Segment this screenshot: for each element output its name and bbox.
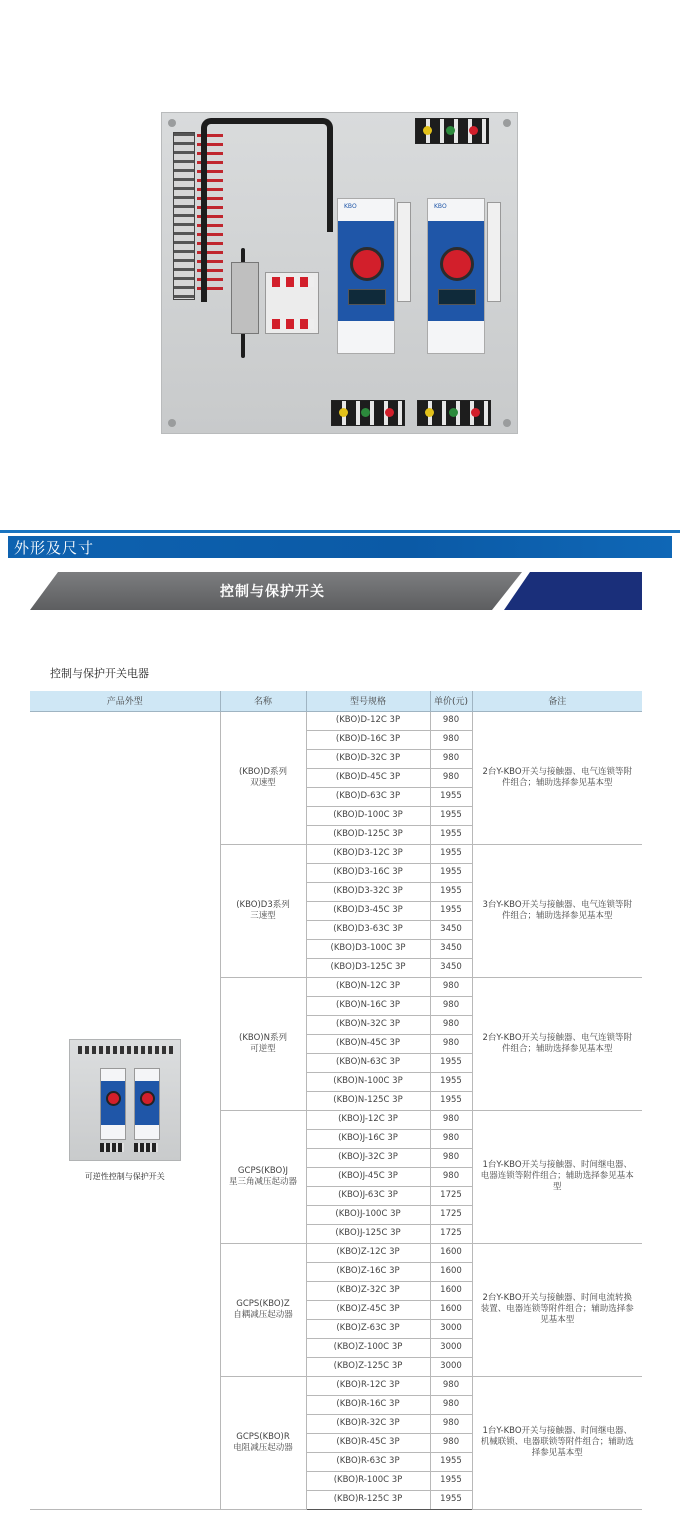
product-photo [161,112,518,434]
model-spec: (KBO)R-16C 3P [306,1395,430,1414]
model-spec: (KBO)J-45C 3P [306,1167,430,1186]
product-series-name: (KBO)N系列 可逆型 [220,977,306,1110]
table-header-row [30,691,642,711]
unit-price: 980 [430,1395,472,1414]
col-header-remark: 备注 [472,691,642,711]
model-spec: (KBO)J-63C 3P [306,1186,430,1205]
model-spec: (KBO)D3-100C 3P [306,939,430,958]
model-spec: (KBO)Z-16C 3P [306,1262,430,1281]
banner-shape [30,572,642,610]
table-row [30,711,642,730]
model-spec: (KBO)Z-63C 3P [306,1319,430,1338]
cable-bundle [201,118,333,198]
model-spec: (KBO)D-32C 3P [306,749,430,768]
model-spec: (KBO)Z-125C 3P [306,1357,430,1376]
unit-price: 1955 [430,1471,472,1490]
unit-price: 980 [430,996,472,1015]
unit-price: 1955 [430,1452,472,1471]
product-image-cell [30,711,220,1509]
unit-price: 1955 [430,1490,472,1509]
unit-price: 1955 [430,1091,472,1110]
kbo-switch-left: KBO [337,198,395,354]
unit-price: 980 [430,1376,472,1395]
model-spec: (KBO)Z-32C 3P [306,1281,430,1300]
terminal-rail [173,132,195,300]
table-caption: 控制与保护开关电器 [50,667,149,680]
model-spec: (KBO)R-12C 3P [306,1376,430,1395]
model-spec: (KBO)D3-63C 3P [306,920,430,939]
model-spec: (KBO)Z-12C 3P [306,1243,430,1262]
unit-price: 1600 [430,1300,472,1319]
model-spec: (KBO)R-100C 3P [306,1471,430,1490]
model-spec: (KBO)D-16C 3P [306,730,430,749]
product-series-name: (KBO)D系列 双速型 [220,711,306,844]
model-spec: (KBO)D3-12C 3P [306,844,430,863]
model-spec: (KBO)D3-16C 3P [306,863,430,882]
time-relay [231,262,259,334]
unit-price: 980 [430,1148,472,1167]
unit-price: 1955 [430,863,472,882]
model-spec: (KBO)Z-100C 3P [306,1338,430,1357]
col-header-price: 单价(元) [430,691,472,711]
header-rule [0,530,680,533]
model-spec: (KBO)D3-125C 3P [306,958,430,977]
model-spec: (KBO)N-63C 3P [306,1053,430,1072]
unit-price: 980 [430,711,472,730]
model-spec: (KBO)Z-45C 3P [306,1300,430,1319]
contactor [265,272,319,334]
unit-price: 980 [430,749,472,768]
remark: 3台Y-KBO开关与接触器、电气连锁等附件组合；辅助选择参见基本型 [472,844,642,977]
model-spec: (KBO)J-16C 3P [306,1129,430,1148]
unit-price: 1955 [430,1072,472,1091]
model-spec: (KBO)R-32C 3P [306,1414,430,1433]
model-spec: (KBO)R-125C 3P [306,1490,430,1509]
unit-price: 1955 [430,901,472,920]
unit-price: 980 [430,768,472,787]
unit-price: 1955 [430,844,472,863]
model-spec: (KBO)R-63C 3P [306,1452,430,1471]
unit-price: 3000 [430,1319,472,1338]
product-image-label: 可逆性控制与保护开关 [84,1171,165,1181]
product-series-name: GCPS(KBO)Z 自耦减压起动器 [220,1243,306,1376]
product-thumbnail [69,1039,181,1161]
col-header-model: 型号规格 [306,691,430,711]
product-series-name: GCPS(KBO)R 电阻减压起动器 [220,1376,306,1509]
unit-price: 980 [430,977,472,996]
banner-title: 控制与保护开关 [220,584,325,600]
unit-price: 1955 [430,806,472,825]
unit-price: 980 [430,1034,472,1053]
section-title: 外形及尺寸 [14,539,95,557]
model-spec: (KBO)N-100C 3P [306,1072,430,1091]
model-spec: (KBO)R-45C 3P [306,1433,430,1452]
unit-price: 1600 [430,1243,472,1262]
remark: 1台Y-KBO开关与接触器、时间继电器、机械联锁、电器联锁等附件组合；辅助选择参见基本型 [472,1376,642,1509]
remark: 2台Y-KBO开关与接触器、电气连锁等附件组合；辅助选择参见基本型 [472,977,642,1110]
unit-price: 3000 [430,1357,472,1376]
col-header-name: 名称 [220,691,306,711]
unit-price: 1725 [430,1205,472,1224]
unit-price: 980 [430,730,472,749]
remark: 2台Y-KBO开关与接触器、电气连锁等附件组合；辅助选择参见基本型 [472,711,642,844]
remark: 2台Y-KBO开关与接触器、时间电流转换装置、电器连锁等附件组合；辅助选择参见基本型 [472,1243,642,1376]
model-spec: (KBO)N-125C 3P [306,1091,430,1110]
col-header-appearance: 产品外型 [30,691,220,711]
unit-price: 1725 [430,1186,472,1205]
unit-price: 1955 [430,882,472,901]
unit-price: 1600 [430,1262,472,1281]
model-spec: (KBO)D-125C 3P [306,825,430,844]
model-spec: (KBO)N-12C 3P [306,977,430,996]
unit-price: 1725 [430,1224,472,1243]
model-spec: (KBO)D-45C 3P [306,768,430,787]
model-spec: (KBO)D3-45C 3P [306,901,430,920]
unit-price: 3450 [430,920,472,939]
model-spec: (KBO)D-12C 3P [306,711,430,730]
unit-price: 980 [430,1015,472,1034]
model-spec: (KBO)D-100C 3P [306,806,430,825]
product-series-name: GCPS(KBO)J 星三角减压起动器 [220,1110,306,1243]
model-spec: (KBO)N-16C 3P [306,996,430,1015]
unit-price: 980 [430,1129,472,1148]
unit-price: 980 [430,1167,472,1186]
unit-price: 3000 [430,1338,472,1357]
remark: 1台Y-KBO开关与接触器、时间继电器、电器连锁等附件组合；辅助选择参见基本型 [472,1110,642,1243]
unit-price: 1600 [430,1281,472,1300]
unit-price: 980 [430,1433,472,1452]
model-spec: (KBO)J-32C 3P [306,1148,430,1167]
model-spec: (KBO)J-12C 3P [306,1110,430,1129]
model-spec: (KBO)N-45C 3P [306,1034,430,1053]
unit-price: 980 [430,1110,472,1129]
model-spec: (KBO)N-32C 3P [306,1015,430,1034]
model-spec: (KBO)J-125C 3P [306,1224,430,1243]
unit-price: 3450 [430,939,472,958]
unit-price: 1955 [430,1053,472,1072]
section-header [8,536,672,558]
category-banner [30,572,642,610]
unit-price: 3450 [430,958,472,977]
price-table [30,691,642,1510]
model-spec: (KBO)D3-32C 3P [306,882,430,901]
product-series-name: (KBO)D3系列 三速型 [220,844,306,977]
unit-price: 1955 [430,787,472,806]
model-spec: (KBO)D-63C 3P [306,787,430,806]
unit-price: 1955 [430,825,472,844]
model-spec: (KBO)J-100C 3P [306,1205,430,1224]
kbo-switch-right: KBO [427,198,485,354]
unit-price: 980 [430,1414,472,1433]
